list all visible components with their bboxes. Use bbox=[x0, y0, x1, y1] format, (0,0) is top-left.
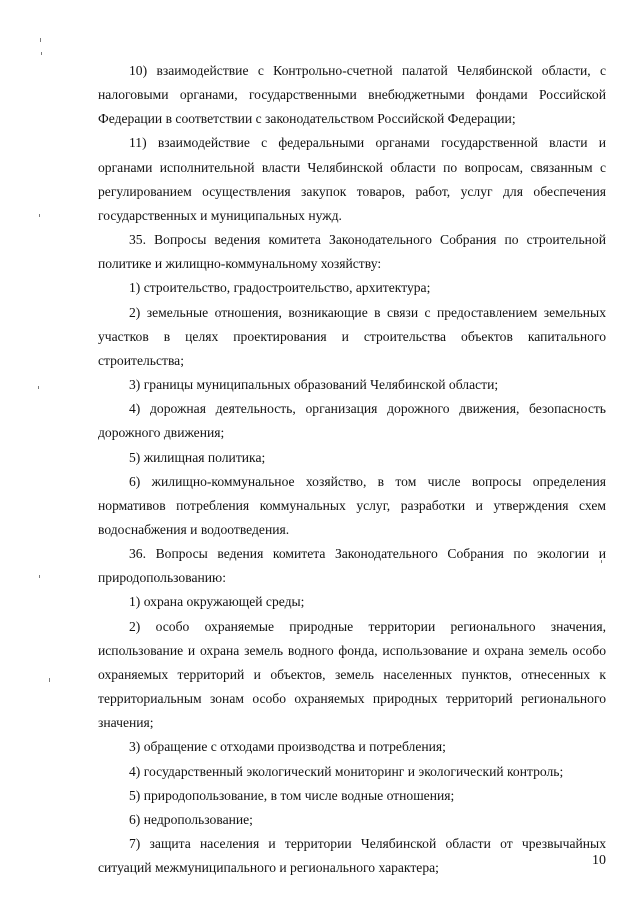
document-body bbox=[98, 59, 606, 880]
paragraph: 1) строительство, градостроительство, архитектура; bbox=[129, 280, 431, 296]
page-number: 10 bbox=[592, 853, 606, 868]
section-heading-paragraph: 36. Вопросы ведения комитета Законодательного Собрания по экологии и природопользованию: bbox=[98, 546, 606, 586]
paragraph: 7) защита населения и территории Челябинской области от чрезвычайных ситуаций межмуниципального и регионального характера; bbox=[98, 836, 606, 876]
section-heading-paragraph: 35. Вопросы ведения комитета Законодательного Собрания по строительной политике и жилищно-коммунальному хозяйству: bbox=[98, 232, 606, 272]
paragraph: 3) границы муниципальных образований Челябинской области; bbox=[129, 377, 499, 393]
paragraph: 2) земельные отношения, возникающие в связи с предоставлением земельных участков в целях проектирования и строительства объектов капитального строительства; bbox=[98, 304, 606, 368]
paragraph: 4) дорожная деятельность, организация дорожного движения, безопасность дорожного движения; bbox=[98, 401, 606, 441]
paragraph: 5) природопользование, в том числе водные отношения; bbox=[129, 787, 455, 803]
paragraph: 4) государственный экологический мониторинг и экологический контроль; bbox=[129, 763, 564, 779]
paragraph: 10) взаимодействие с Контрольно-счетной палатой Челябинской области, с налоговыми органами, государственными внебюджетными фондами Российской Федерации в соответствии с законодательством Российской Федерации; bbox=[98, 63, 606, 127]
scan-mark bbox=[38, 386, 39, 389]
paragraph: 11) взаимодействие с федеральными органами государственной власти и органами исполнительной власти Челябинской области по вопросам, связанным с регулированием осуществления закупок товаров, работ, услуг для обеспечения государственных и муниципальных нужд. bbox=[98, 135, 606, 223]
paragraph: 6) недропользование; bbox=[129, 811, 253, 827]
paragraph: 2) особо охраняемые природные территории регионального значения, использование и охрана земель водного фонда, использование и охрана земель особо охраняемых территорий и объектов, земель населенных пунктов, отнесенных к территориальным зонам особо охраняемых природных территорий регионального значения; bbox=[98, 618, 606, 731]
scan-mark bbox=[39, 214, 40, 217]
paragraph: 6) жилищно-коммунальное хозяйство, в том числе вопросы определения нормативов потребления коммунальных услуг, разработки и утверждения схем водоснабжения и водоотведения. bbox=[98, 473, 606, 537]
paragraph: 3) обращение с отходами производства и потребления; bbox=[129, 739, 446, 755]
scan-mark bbox=[39, 575, 40, 578]
scan-mark bbox=[49, 678, 50, 682]
paragraph: 1) охрана окружающей среды; bbox=[129, 594, 305, 610]
scan-mark bbox=[40, 38, 41, 42]
scan-mark bbox=[41, 52, 42, 55]
paragraph: 5) жилищная политика; bbox=[129, 449, 266, 465]
